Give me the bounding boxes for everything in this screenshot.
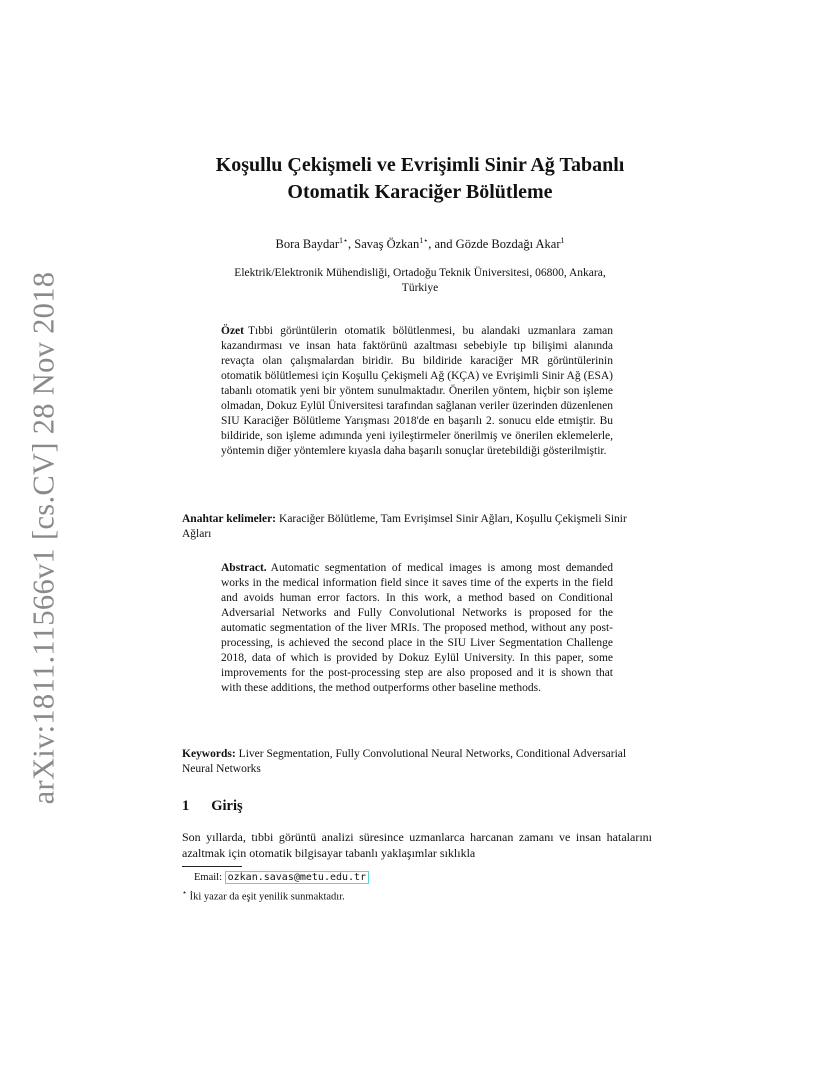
footnote-email	[182, 870, 652, 885]
email-label: Email:	[194, 872, 222, 883]
section-title: Giriş	[211, 798, 243, 814]
abstract-tr-text: Tıbbi görüntülerin otomatik bölütlenmesi, bu alandaki uzmanlara zaman kazandırması ve insan hata faktörünü azaltması sebebiyle tıp bilişimi alanında revaçta olan çalışmalardan biridir. Bu bildiride karaciğer MR görüntülerinin otomatik bölütlemesi için Koşullu Çekişmeli Ağ (KÇA) ve Evrişimli Sinir Ağ (ESA) tabanlı otomatik yeni bir yöntem sunulmaktadır. Önerilen yöntem, hiçbir son işleme olmadan, Dokuz Eylül Üniversitesi tarafından sağlanan veriler üzerinden düzenlenen SIU Karaciğer Bölütleme Yarışması 2018'de en başarılı 2. sonucu elde etmiştir. Bu bildiride, son işleme adımında yeni iyileştirmeler önerilmiş ve önerilen eklemelerle, yöntemin diğer yöntemlere kıyasla daha başarılı sonuçlar üretebildiği gösterilmiştir.	[221, 325, 613, 457]
title-line-2: Otomatik Karaciğer Bölütleme	[287, 181, 553, 203]
paper-title	[150, 152, 690, 206]
abstract-en-text: Automatic segmentation of medical images is among most demanded works in the medical information field since it saves time of the experts in the field and avoids human error factors. In this work, a method based on Conditional Adversarial Networks and Fully Convolutional Networks is proposed for the automatic segmentation of the liver MRIs. The proposed method, without any post-processing, is achieved the second place in the SIU Liver Segmentation Challenge 2018, data of which is provided by Dokuz Eylül University. In this paper, some improvements for the post-processing step are also proposed and it is shown that with these additions, the method outperforms other baseline methods.	[221, 562, 613, 694]
affiliation	[190, 266, 650, 296]
body-paragraph: Son yıllarda, tıbbi görüntü analizi süresince uzmanlarca harcanan zamanı ve insan hatalarını azaltmak için otomatik bilgisayar tabanlı yaklaşımlar sıklıkla	[182, 830, 652, 860]
arxiv-identifier: arXiv:1811.11566v1 [cs.CV] 28 Nov 2018	[26, 271, 61, 805]
section-number: 1	[182, 798, 190, 814]
author-separator: , and	[428, 237, 456, 252]
section-heading	[182, 798, 243, 815]
footnotes	[182, 870, 652, 905]
author-1-mark: 1⋆	[339, 236, 349, 245]
author-3: Gözde Bozdağı Akar	[455, 237, 561, 252]
affiliation-line-2: Türkiye	[401, 282, 439, 294]
author-2: Savaş Özkan	[354, 237, 420, 252]
title-line-1: Koşullu Çekişmeli ve Evrişimli Sinir Ağ Tabanlı	[215, 154, 625, 176]
keywords-english	[182, 747, 652, 777]
abstract-tr-heading: Özet	[221, 325, 244, 337]
keywords-tr-text: Karaciğer Bölütleme, Tam Evrişimsel Sinir Ağları, Koşullu Çekişmeli Sinir Ağları	[182, 513, 627, 540]
footnote-equal-contribution	[182, 885, 652, 905]
footnote-star-text: İki yazar da eşit yenilik sunmaktadır.	[189, 891, 345, 903]
abstract-turkish	[221, 324, 613, 459]
author-separator: ,	[348, 237, 355, 252]
author-list	[150, 236, 690, 252]
author-3-mark: 1	[560, 236, 565, 245]
footnote-star-mark: ⋆	[182, 888, 188, 897]
abstract-en-heading: Abstract.	[221, 562, 267, 574]
keywords-en-text: Liver Segmentation, Fully Convolutional Neural Networks, Conditional Adversarial Neural Networks	[182, 748, 627, 775]
keywords-turkish	[182, 512, 652, 542]
author-2-mark: 1⋆	[419, 236, 429, 245]
author-1: Bora Baydar	[275, 237, 340, 252]
affiliation-line-1: Elektrik/Elektronik Mühendisliği, Ortadoğu Teknik Üniversitesi, 06800, Ankara,	[234, 267, 606, 279]
email-link[interactable]: ozkan.savas@metu.edu.tr	[225, 871, 369, 884]
footnote-rule	[182, 866, 242, 867]
keywords-en-heading: Keywords:	[182, 748, 236, 760]
keywords-tr-heading: Anahtar kelimeler:	[182, 513, 277, 525]
abstract-english	[221, 561, 613, 696]
